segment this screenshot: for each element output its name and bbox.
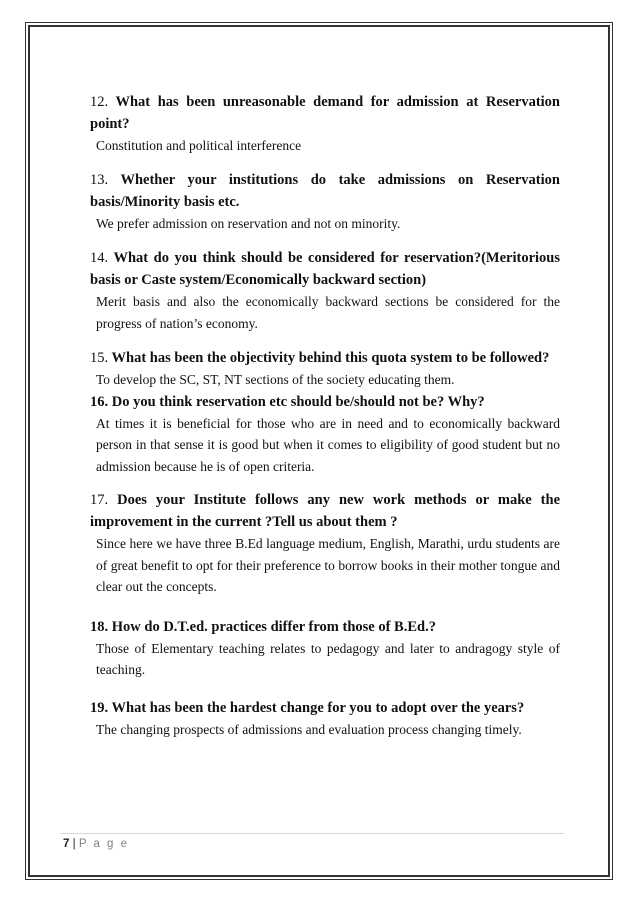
question-text: How do D.T.ed. practices differ from those of B.Ed.?	[111, 618, 436, 635]
question-19	[90, 697, 560, 719]
answer-12: Constitution and political interference	[96, 138, 302, 153]
question-13	[90, 169, 560, 213]
question-text: What do you think should be considered for reservation?(Meritorious basis or Caste system/Economically backward section)	[90, 250, 560, 288]
footer-separator: |	[72, 838, 76, 850]
question-text: Does your Institute follows any new work methods or make the improvement in the current ?Tell us about them ?	[90, 492, 561, 530]
document-body	[90, 91, 560, 740]
question-block-17	[90, 489, 560, 598]
answer-15: To develop the SC, ST, NT sections of the society educating them.	[96, 372, 455, 387]
question-18	[90, 616, 560, 638]
page-number: 7	[63, 838, 70, 850]
answer-16: At times it is beneficial for those who are in need and to economically backward person in that sense it is good but when it comes to eligibility of good student but no admission because he is of open criteria.	[96, 415, 560, 474]
question-block-18	[90, 616, 560, 681]
question-12	[90, 91, 560, 135]
answer-18: Those of Elementary teaching relates to pedagogy and later to andragogy style of teaching.	[96, 640, 560, 677]
question-17	[90, 489, 560, 533]
question-block-15	[90, 347, 560, 391]
question-number: 18.	[90, 618, 109, 635]
question-15	[90, 347, 560, 369]
question-block-14	[90, 247, 560, 334]
question-block-12	[90, 91, 560, 157]
question-text: What has been the hardest change for you to adopt over the years?	[111, 699, 525, 716]
question-text: Do you think reservation etc should be/should not be? Why?	[111, 393, 485, 410]
page-label: P a g e	[78, 838, 130, 850]
question-number: 16.	[90, 393, 109, 410]
question-text: What has been unreasonable demand for admission at Reservation point?	[90, 94, 560, 132]
question-14	[90, 247, 560, 291]
question-number: 12.	[90, 94, 109, 110]
question-16	[90, 391, 560, 413]
answer-13: We prefer admission on reservation and not on minority.	[96, 215, 401, 231]
question-text: What has been the objectivity behind this quota system to be followed?	[111, 350, 550, 366]
question-number: 15.	[90, 350, 109, 366]
question-number: 13.	[90, 171, 109, 188]
answer-17: Since here we have three B.Ed language medium, English, Marathi, urdu students are of great benefit to opt for their preference to borrow books in their mother tongue and clear out the concepts.	[96, 536, 560, 594]
question-block-16	[90, 391, 560, 478]
question-number: 17.	[90, 492, 109, 508]
footer-divider	[60, 833, 564, 834]
answer-14: Merit basis and also the economically backward sections be considered for the progress of nation’s economy.	[96, 294, 560, 331]
answer-19: The changing prospects of admissions and evaluation process changing timely.	[96, 721, 522, 737]
question-number: 14.	[90, 250, 109, 266]
question-block-19	[90, 697, 560, 741]
question-text: Whether your institutions do take admissions on Reservation basis/Minority basis etc.	[90, 171, 560, 210]
page-footer	[63, 838, 129, 850]
question-block-13	[90, 169, 560, 235]
question-number: 19.	[90, 699, 109, 716]
